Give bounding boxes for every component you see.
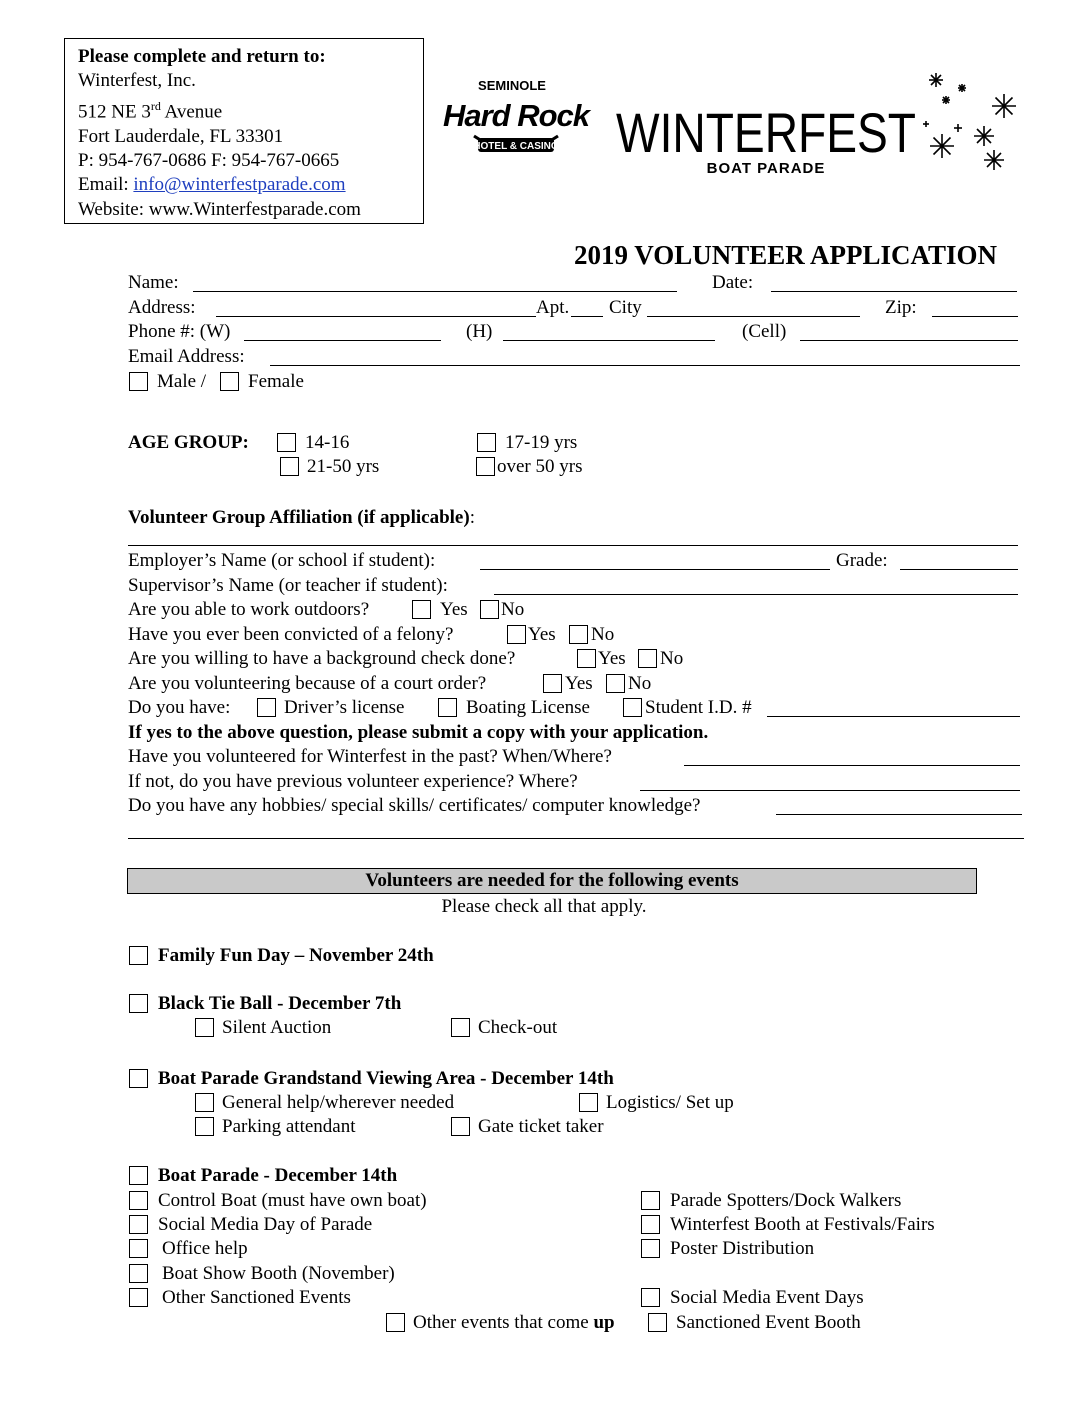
black-tie-ball-label: Black Tie Ball - December 7th [158, 993, 402, 1014]
male-checkbox[interactable] [129, 372, 148, 391]
checkout-label: Check-out [478, 1017, 558, 1038]
logistics-checkbox[interactable] [579, 1093, 598, 1112]
outdoors-yes-checkbox[interactable] [412, 600, 431, 619]
city-state-zip: Fort Lauderdale, FL 33301 [78, 125, 284, 147]
boat-parade-checkbox[interactable] [129, 1166, 148, 1185]
boat-show-booth-label: Boat Show Booth (November) [162, 1263, 395, 1284]
grade-field[interactable] [900, 569, 1018, 570]
email-row: Email: info@winterfestparade.com [78, 174, 346, 196]
booth-fairs-checkbox[interactable] [641, 1215, 660, 1234]
form-title: 2019 VOLUNTEER APPLICATION [574, 240, 998, 270]
court-yes-checkbox[interactable] [543, 674, 562, 693]
city-field[interactable] [647, 316, 860, 317]
drivers-license-label: Driver’s license [284, 697, 405, 718]
black-tie-ball-checkbox[interactable] [129, 994, 148, 1013]
outdoors-no-checkbox[interactable] [480, 600, 499, 619]
sanctioned-event-booth-label: Sanctioned Event Booth [676, 1312, 861, 1333]
address-field[interactable] [216, 316, 536, 317]
grandstand-label: Boat Parade Grandstand Viewing Area - December 14th [158, 1068, 614, 1089]
zip-field[interactable] [932, 316, 1018, 317]
age-over-50-checkbox[interactable] [476, 457, 495, 476]
return-heading: Please complete and return to: [78, 46, 326, 67]
hotel-casino-text: HOTEL & CASINO [473, 141, 559, 152]
yes-label: Yes [565, 673, 593, 694]
student-id-field[interactable] [767, 716, 1020, 717]
office-help-checkbox[interactable] [129, 1239, 148, 1258]
affiliation-label: Volunteer Group Affiliation (if applicable): [128, 507, 475, 528]
boating-license-label: Boating License [466, 697, 590, 718]
background-no-checkbox[interactable] [638, 649, 657, 668]
date-label: Date: [712, 272, 754, 293]
events-banner: Volunteers are needed for the following events [127, 868, 977, 894]
zip-label: Zip: [885, 297, 917, 318]
male-label: Male / [157, 371, 207, 392]
hobbies-field-extra[interactable] [128, 838, 1024, 839]
no-label: No [660, 648, 684, 669]
other-events-label: Other events that come up [413, 1312, 615, 1333]
yes-label: Yes [528, 624, 556, 645]
other-sanctioned-checkbox[interactable] [129, 1288, 148, 1307]
family-fun-day-checkbox[interactable] [129, 946, 148, 965]
seminole-text: SEMINOLE [478, 78, 546, 93]
family-fun-day-label: Family Fun Day – November 24th [158, 945, 434, 966]
submit-copy-note: If yes to the above question, please submit a copy with your application. [128, 722, 709, 743]
hobbies-field[interactable] [776, 814, 1022, 815]
name-label: Name: [128, 272, 179, 293]
control-boat-label: Control Boat (must have own boat) [158, 1190, 427, 1211]
home-phone-field[interactable] [503, 340, 715, 341]
other-sanctioned-label: Other Sanctioned Events [162, 1287, 351, 1308]
employer-label: Employer’s Name (or school if student): [128, 550, 436, 571]
control-boat-checkbox[interactable] [129, 1191, 148, 1210]
felony-no-checkbox[interactable] [569, 625, 588, 644]
supervisor-field[interactable] [494, 594, 1018, 595]
age-option-label: 14-16 [305, 432, 350, 453]
age-option-label: 21-50 yrs [307, 456, 380, 477]
no-label: No [501, 599, 525, 620]
grade-label: Grade: [836, 550, 888, 571]
name-field[interactable] [193, 291, 677, 292]
parade-spotters-checkbox[interactable] [641, 1191, 660, 1210]
past-volunteer-field[interactable] [684, 765, 1020, 766]
work-phone-field[interactable] [244, 340, 441, 341]
boat-show-booth-checkbox[interactable] [129, 1264, 148, 1283]
social-media-event-days-checkbox[interactable] [641, 1288, 660, 1307]
winterfest-logo [440, 66, 1030, 184]
social-media-day-label: Social Media Day of Parade [158, 1214, 373, 1235]
phone-fax: P: 954-767-0686 F: 954-767-0665 [78, 149, 340, 171]
affiliation-field[interactable] [128, 545, 1018, 546]
age-17-19-checkbox[interactable] [477, 433, 496, 452]
social-media-day-checkbox[interactable] [129, 1215, 148, 1234]
felony-question: Have you ever been convicted of a felony? [128, 624, 454, 645]
age-21-50-checkbox[interactable] [280, 457, 299, 476]
logistics-label: Logistics/ Set up [606, 1092, 734, 1113]
no-label: No [628, 673, 652, 694]
checkout-checkbox[interactable] [451, 1018, 470, 1037]
email-link[interactable]: info@winterfestparade.com [133, 174, 346, 196]
return-address-box [64, 38, 424, 224]
past-volunteer-question: Have you volunteered for Winterfest in the past? When/Where? [128, 746, 612, 767]
home-phone-label: (H) [466, 321, 493, 342]
gate-ticket-checkbox[interactable] [451, 1117, 470, 1136]
boat-parade-label: Boat Parade - December 14th [158, 1165, 398, 1186]
street-address: 512 NE 3rd Avenue [78, 98, 223, 123]
sanctioned-event-booth-checkbox[interactable] [648, 1313, 667, 1332]
office-help-label: Office help [162, 1238, 248, 1259]
parade-spotters-label: Parade Spotters/Dock Walkers [670, 1190, 902, 1211]
background-check-question: Are you willing to have a background check done? [128, 648, 516, 669]
apt-label: Apt. [536, 297, 570, 318]
silent-auction-label: Silent Auction [222, 1017, 332, 1038]
hard-rock-text: Hard Rock [442, 98, 590, 133]
poster-distribution-label: Poster Distribution [670, 1238, 815, 1259]
poster-distribution-checkbox[interactable] [641, 1239, 660, 1258]
parking-attendant-checkbox[interactable] [195, 1117, 214, 1136]
background-yes-checkbox[interactable] [577, 649, 596, 668]
yes-label: Yes [598, 648, 626, 669]
parking-attendant-label: Parking attendant [222, 1116, 356, 1137]
no-label: No [591, 624, 615, 645]
work-phone-label: Phone #: (W) [128, 321, 231, 342]
snowflakes-icon [923, 73, 1016, 170]
booth-fairs-label: Winterfest Booth at Festivals/Fairs [670, 1214, 935, 1235]
court-no-checkbox[interactable] [606, 674, 625, 693]
female-label: Female [248, 371, 304, 392]
student-id-checkbox[interactable] [623, 698, 642, 717]
other-events-checkbox[interactable] [386, 1313, 405, 1332]
age-option-label: 17-19 yrs [505, 432, 578, 453]
events-instruction: Please check all that apply. [441, 896, 647, 917]
age-option-label: over 50 yrs [497, 456, 583, 477]
boat-parade-subtitle: BOAT PARADE [706, 160, 826, 177]
general-help-checkbox[interactable] [195, 1093, 214, 1112]
student-id-label: Student I.D. # [645, 697, 752, 718]
apt-field[interactable] [571, 316, 603, 317]
yes-label: Yes [440, 599, 468, 620]
grandstand-checkbox[interactable] [129, 1069, 148, 1088]
court-order-question: Are you volunteering because of a court order? [128, 673, 487, 694]
website: Website: www.Winterfestparade.com [78, 198, 361, 220]
winterfest-wordmark: WINTERFEST [616, 101, 916, 164]
city-label: City [609, 297, 642, 318]
supervisor-label: Supervisor’s Name (or teacher if student): [128, 575, 448, 596]
address-label: Address: [128, 297, 196, 318]
org-name: Winterfest, Inc. [78, 70, 196, 92]
social-media-event-days-label: Social Media Event Days [670, 1287, 864, 1308]
email-label: Email Address: [128, 346, 245, 367]
hobbies-question: Do you have any hobbies/ special skills/ certificates/ computer knowledge? [128, 795, 701, 816]
female-checkbox[interactable] [220, 372, 239, 391]
age-group-label: AGE GROUP: [128, 432, 249, 453]
drivers-license-checkbox[interactable] [257, 698, 276, 717]
silent-auction-checkbox[interactable] [195, 1018, 214, 1037]
employer-field[interactable] [480, 569, 830, 570]
hard-rock-logo [443, 78, 592, 152]
cell-phone-field[interactable] [800, 340, 1018, 341]
email-field[interactable] [270, 365, 1020, 366]
gate-ticket-label: Gate ticket taker [478, 1116, 604, 1137]
cell-phone-label: (Cell) [742, 321, 787, 342]
date-field[interactable] [771, 291, 1017, 292]
felony-yes-checkbox[interactable] [507, 625, 526, 644]
outdoors-question: Are you able to work outdoors? [128, 599, 370, 620]
previous-experience-field[interactable] [640, 790, 1020, 791]
general-help-label: General help/wherever needed [222, 1092, 455, 1113]
age-14-16-checkbox[interactable] [277, 433, 296, 452]
previous-experience-question: If not, do you have previous volunteer experience? Where? [128, 771, 578, 792]
do-you-have-label: Do you have: [128, 697, 231, 718]
boating-license-checkbox[interactable] [438, 698, 457, 717]
